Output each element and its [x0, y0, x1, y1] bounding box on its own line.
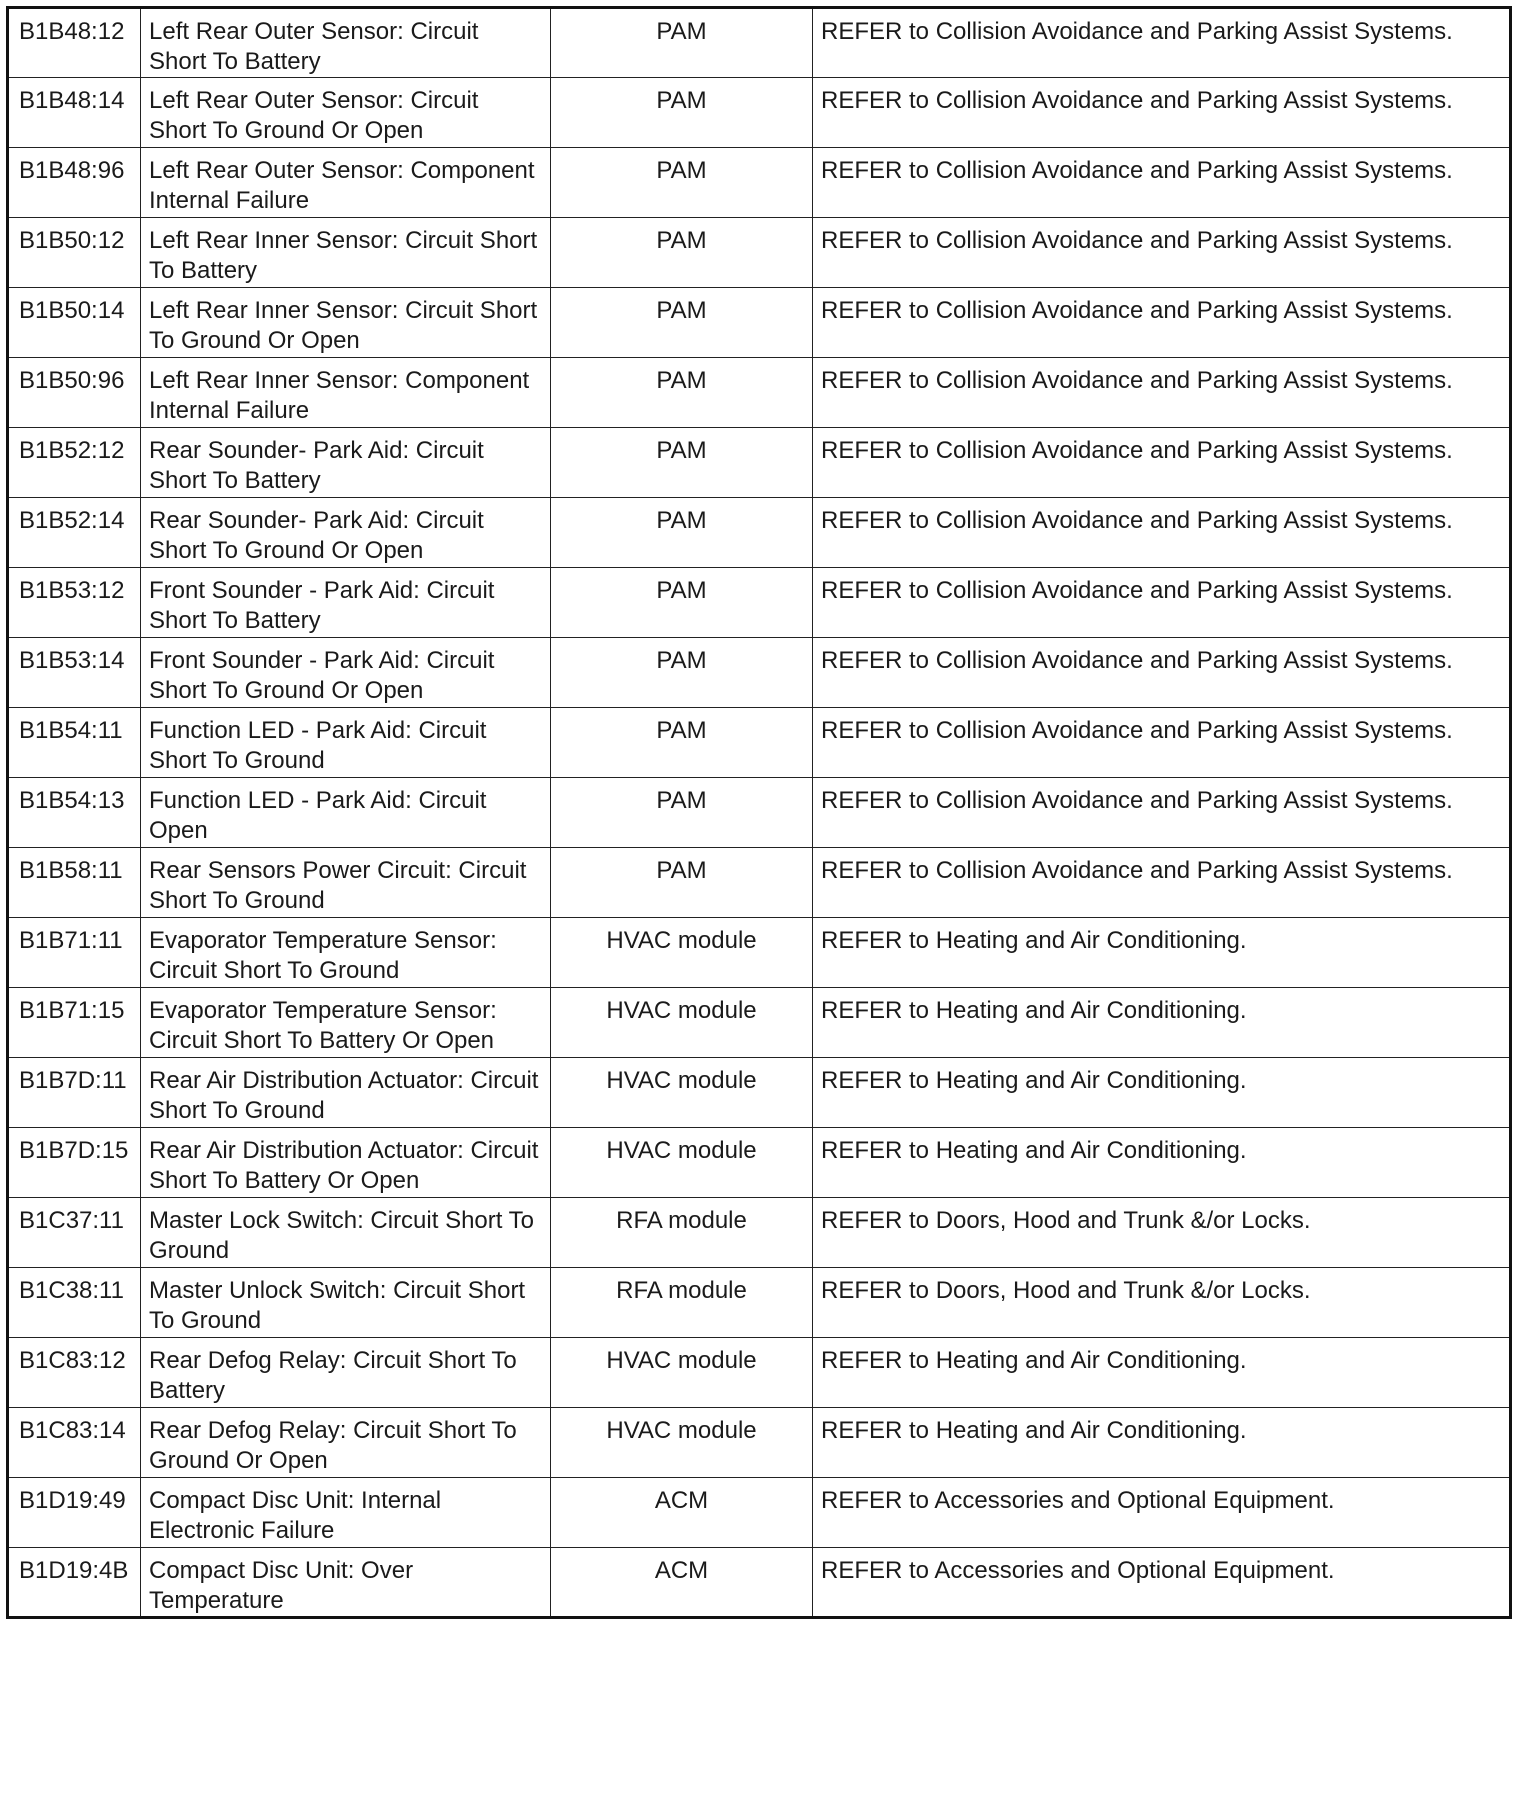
dtc-description-cell: Rear Air Distribution Actuator: Circuit Short To Battery Or Open: [141, 1128, 551, 1198]
dtc-description-cell: Rear Defog Relay: Circuit Short To Battery: [141, 1338, 551, 1408]
module-cell: RFA module: [551, 1268, 813, 1338]
dtc-code-cell: B1B71:15: [8, 988, 141, 1058]
dtc-code-cell: B1B7D:15: [8, 1128, 141, 1198]
table-row: [8, 1058, 1511, 1128]
module-cell: HVAC module: [551, 1058, 813, 1128]
action-cell: REFER to Collision Avoidance and Parking Assist Systems.: [813, 848, 1511, 918]
action-cell: REFER to Doors, Hood and Trunk &/or Locks.: [813, 1268, 1511, 1338]
table-row: [8, 1198, 1511, 1268]
dtc-description-cell: Left Rear Outer Sensor: Circuit Short To Ground Or Open: [141, 78, 551, 148]
dtc-description-cell: Left Rear Inner Sensor: Circuit Short To Battery: [141, 218, 551, 288]
dtc-description-cell: Evaporator Temperature Sensor: Circuit Short To Ground: [141, 918, 551, 988]
action-cell: REFER to Collision Avoidance and Parking Assist Systems.: [813, 148, 1511, 218]
dtc-code-cell: B1B52:12: [8, 428, 141, 498]
dtc-code-cell: B1B58:11: [8, 848, 141, 918]
table-row: [8, 1548, 1511, 1618]
action-cell: REFER to Heating and Air Conditioning.: [813, 918, 1511, 988]
module-cell: HVAC module: [551, 1338, 813, 1408]
action-cell: REFER to Collision Avoidance and Parking Assist Systems.: [813, 78, 1511, 148]
dtc-code-cell: B1B50:96: [8, 358, 141, 428]
module-cell: PAM: [551, 218, 813, 288]
action-cell: REFER to Heating and Air Conditioning.: [813, 1128, 1511, 1198]
dtc-code-cell: B1B52:14: [8, 498, 141, 568]
dtc-code-cell: B1C83:12: [8, 1338, 141, 1408]
dtc-code-cell: B1B7D:11: [8, 1058, 141, 1128]
table-row: [8, 428, 1511, 498]
module-cell: HVAC module: [551, 988, 813, 1058]
action-cell: REFER to Accessories and Optional Equipment.: [813, 1548, 1511, 1618]
dtc-description-cell: Front Sounder - Park Aid: Circuit Short To Battery: [141, 568, 551, 638]
table-row: [8, 148, 1511, 218]
action-cell: REFER to Collision Avoidance and Parking Assist Systems.: [813, 358, 1511, 428]
table-row: [8, 1478, 1511, 1548]
module-cell: HVAC module: [551, 1128, 813, 1198]
dtc-description-cell: Master Unlock Switch: Circuit Short To Ground: [141, 1268, 551, 1338]
table-row: [8, 988, 1511, 1058]
module-cell: ACM: [551, 1478, 813, 1548]
table-row: [8, 1128, 1511, 1198]
action-cell: REFER to Collision Avoidance and Parking Assist Systems.: [813, 8, 1511, 78]
module-cell: ACM: [551, 1548, 813, 1618]
action-cell: REFER to Collision Avoidance and Parking Assist Systems.: [813, 568, 1511, 638]
dtc-table: [6, 6, 1512, 1619]
table-row: [8, 498, 1511, 568]
table-row: [8, 218, 1511, 288]
module-cell: PAM: [551, 568, 813, 638]
action-cell: REFER to Heating and Air Conditioning.: [813, 988, 1511, 1058]
module-cell: PAM: [551, 78, 813, 148]
dtc-code-cell: B1B48:14: [8, 78, 141, 148]
action-cell: REFER to Collision Avoidance and Parking Assist Systems.: [813, 708, 1511, 778]
action-cell: REFER to Heating and Air Conditioning.: [813, 1408, 1511, 1478]
table-row: [8, 848, 1511, 918]
dtc-code-cell: B1C83:14: [8, 1408, 141, 1478]
action-cell: REFER to Collision Avoidance and Parking Assist Systems.: [813, 428, 1511, 498]
action-cell: REFER to Doors, Hood and Trunk &/or Locks.: [813, 1198, 1511, 1268]
action-cell: REFER to Collision Avoidance and Parking Assist Systems.: [813, 288, 1511, 358]
dtc-description-cell: Rear Sounder- Park Aid: Circuit Short To Battery: [141, 428, 551, 498]
action-cell: REFER to Collision Avoidance and Parking Assist Systems.: [813, 778, 1511, 848]
dtc-description-cell: Compact Disc Unit: Over Temperature: [141, 1548, 551, 1618]
module-cell: PAM: [551, 148, 813, 218]
action-cell: REFER to Accessories and Optional Equipment.: [813, 1478, 1511, 1548]
action-cell: REFER to Collision Avoidance and Parking Assist Systems.: [813, 638, 1511, 708]
module-cell: PAM: [551, 428, 813, 498]
module-cell: HVAC module: [551, 1408, 813, 1478]
dtc-code-cell: B1B50:12: [8, 218, 141, 288]
dtc-description-cell: Evaporator Temperature Sensor: Circuit Short To Battery Or Open: [141, 988, 551, 1058]
table-row: [8, 358, 1511, 428]
action-cell: REFER to Collision Avoidance and Parking Assist Systems.: [813, 218, 1511, 288]
action-cell: REFER to Heating and Air Conditioning.: [813, 1058, 1511, 1128]
dtc-code-cell: B1C38:11: [8, 1268, 141, 1338]
dtc-description-cell: Function LED - Park Aid: Circuit Short To Ground: [141, 708, 551, 778]
dtc-description-cell: Left Rear Inner Sensor: Component Internal Failure: [141, 358, 551, 428]
table-row: [8, 1268, 1511, 1338]
dtc-code-cell: B1B53:14: [8, 638, 141, 708]
table-row: [8, 778, 1511, 848]
table-row: [8, 568, 1511, 638]
module-cell: PAM: [551, 358, 813, 428]
dtc-table-body: [8, 8, 1511, 1618]
dtc-description-cell: Left Rear Outer Sensor: Component Internal Failure: [141, 148, 551, 218]
module-cell: PAM: [551, 638, 813, 708]
dtc-description-cell: Left Rear Inner Sensor: Circuit Short To Ground Or Open: [141, 288, 551, 358]
dtc-description-cell: Left Rear Outer Sensor: Circuit Short To Battery: [141, 8, 551, 78]
table-row: [8, 8, 1511, 78]
module-cell: HVAC module: [551, 918, 813, 988]
dtc-code-cell: B1B48:12: [8, 8, 141, 78]
dtc-code-cell: B1B50:14: [8, 288, 141, 358]
dtc-code-cell: B1D19:49: [8, 1478, 141, 1548]
dtc-description-cell: Rear Air Distribution Actuator: Circuit Short To Ground: [141, 1058, 551, 1128]
table-row: [8, 638, 1511, 708]
dtc-description-cell: Compact Disc Unit: Internal Electronic Failure: [141, 1478, 551, 1548]
dtc-description-cell: Front Sounder - Park Aid: Circuit Short To Ground Or Open: [141, 638, 551, 708]
dtc-description-cell: Function LED - Park Aid: Circuit Open: [141, 778, 551, 848]
table-row: [8, 1408, 1511, 1478]
dtc-description-cell: Rear Sounder- Park Aid: Circuit Short To Ground Or Open: [141, 498, 551, 568]
table-row: [8, 78, 1511, 148]
module-cell: RFA module: [551, 1198, 813, 1268]
module-cell: PAM: [551, 848, 813, 918]
dtc-code-cell: B1B53:12: [8, 568, 141, 638]
dtc-code-cell: B1D19:4B: [8, 1548, 141, 1618]
dtc-code-cell: B1B71:11: [8, 918, 141, 988]
action-cell: REFER to Heating and Air Conditioning.: [813, 1338, 1511, 1408]
module-cell: PAM: [551, 708, 813, 778]
table-row: [8, 918, 1511, 988]
table-row: [8, 1338, 1511, 1408]
dtc-description-cell: Master Lock Switch: Circuit Short To Ground: [141, 1198, 551, 1268]
module-cell: PAM: [551, 498, 813, 568]
dtc-code-cell: B1B48:96: [8, 148, 141, 218]
module-cell: PAM: [551, 8, 813, 78]
dtc-code-cell: B1B54:13: [8, 778, 141, 848]
dtc-description-cell: Rear Defog Relay: Circuit Short To Ground Or Open: [141, 1408, 551, 1478]
module-cell: PAM: [551, 778, 813, 848]
dtc-code-cell: B1C37:11: [8, 1198, 141, 1268]
table-row: [8, 288, 1511, 358]
dtc-description-cell: Rear Sensors Power Circuit: Circuit Short To Ground: [141, 848, 551, 918]
dtc-code-cell: B1B54:11: [8, 708, 141, 778]
table-row: [8, 708, 1511, 778]
action-cell: REFER to Collision Avoidance and Parking Assist Systems.: [813, 498, 1511, 568]
module-cell: PAM: [551, 288, 813, 358]
